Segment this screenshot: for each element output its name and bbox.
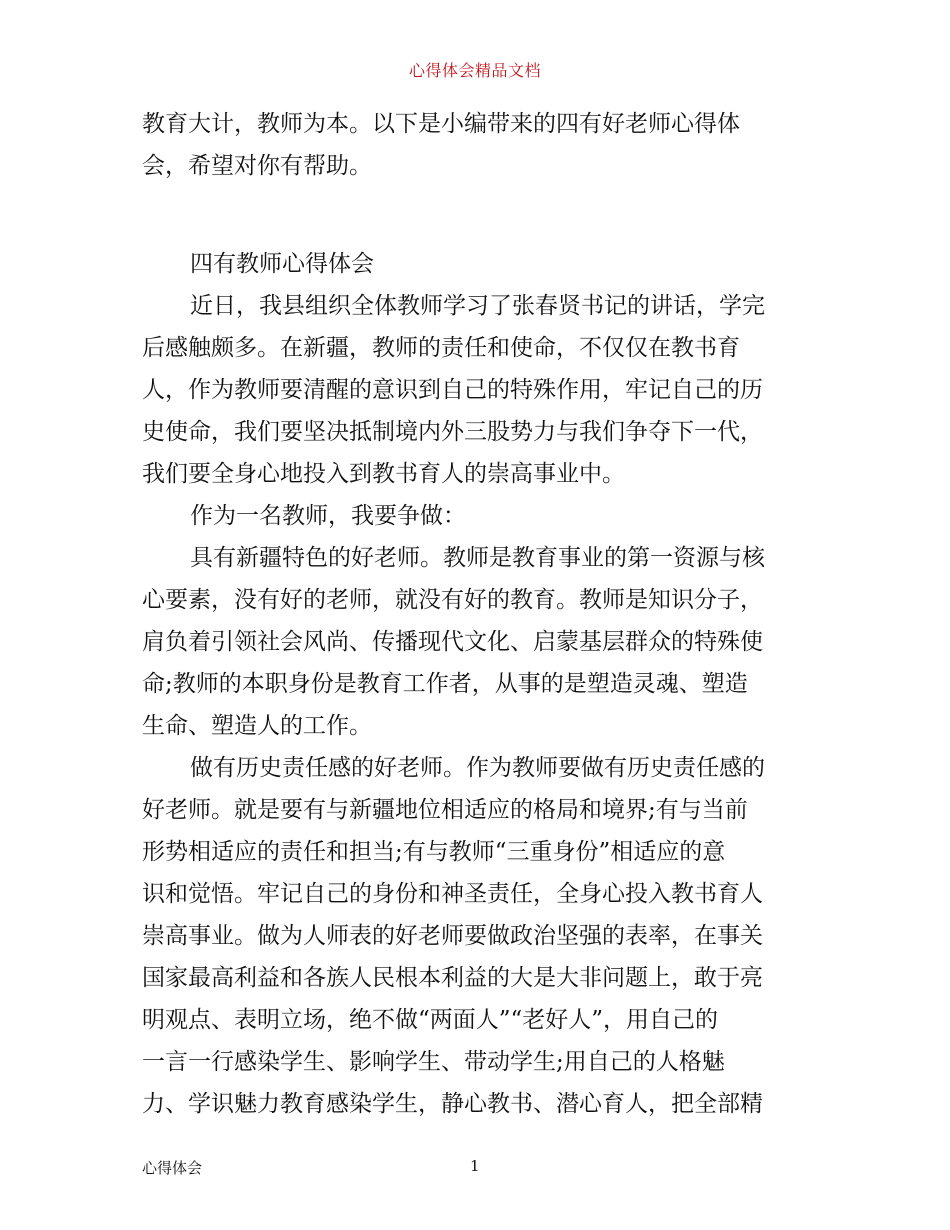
intro-line: 会，希望对你有帮助。	[142, 153, 372, 179]
paragraph-line: 肩负着引领社会风尚、传播现代文化、启蒙基层群众的特殊使	[142, 629, 763, 655]
page-number: 1	[470, 1157, 480, 1175]
paragraph-line: 心要素，没有好的老师，就没有好的教育。教师是知识分子，	[142, 587, 763, 613]
document-body	[142, 103, 812, 1125]
paragraph-line: 命;教师的本职身份是教育工作者，从事的是塑造灵魂、塑造	[142, 671, 748, 697]
paragraph-line: 识和觉悟。牢记自己的身份和神圣责任，全身心投入教书育人	[142, 881, 763, 907]
paragraph-line: 形势相适应的责任和担当;有与教师“三重身份”相适应的意	[142, 839, 726, 865]
paragraph-line: 我们要全身心地投入到教书育人的崇高事业中。	[142, 461, 625, 487]
paragraph-line: 作为一名教师，我要争做：	[190, 503, 466, 529]
paragraph-line: 国家最高利益和各族人民根本利益的大是大非问题上，敢于亮	[142, 965, 763, 991]
paragraph-line: 人，作为教师要清醒的意识到自己的特殊作用，牢记自己的历	[142, 377, 763, 403]
paragraph-line: 明观点、表明立场，绝不做“两面人”“老好人”，用自己的	[142, 1007, 719, 1033]
paragraph-line: 近日，我县组织全体教师学习了张春贤书记的讲话，学完	[190, 293, 765, 319]
paragraph-line: 做有历史责任感的好老师。作为教师要做有历史责任感的	[190, 755, 765, 781]
paragraph-line: 力、学识魅力教育感染学生，静心教书、潜心育人，把全部精	[142, 1091, 763, 1117]
paragraph-line: 具有新疆特色的好老师。教师是教育事业的第一资源与核	[190, 545, 765, 571]
paragraph-line: 史使命，我们要坚决抵制境内外三股势力与我们争夺下一代，	[142, 419, 763, 445]
footer-label: 心得体会	[142, 1159, 203, 1177]
paragraph-gap	[142, 187, 812, 243]
paragraph-line: 好老师。就是要有与新疆地位相适应的格局和境界;有与当前	[142, 797, 748, 823]
page-header-title: 心得体会精品文档	[408, 61, 541, 80]
paragraph-line: 崇高事业。做为人师表的好老师要做政治坚强的表率，在事关	[142, 923, 763, 949]
paragraph-line: 后感触颇多。在新疆，教师的责任和使命，不仅仅在教书育	[142, 335, 740, 361]
intro-line: 教育大计，教师为本。以下是小编带来的四有好老师心得体	[142, 111, 740, 137]
paragraph-line: 生命、塑造人的工作。	[142, 713, 372, 739]
section-heading: 四有教师心得体会	[190, 251, 374, 277]
paragraph-line: 一言一行感染学生、影响学生、带动学生;用自己的人格魅	[142, 1049, 725, 1075]
